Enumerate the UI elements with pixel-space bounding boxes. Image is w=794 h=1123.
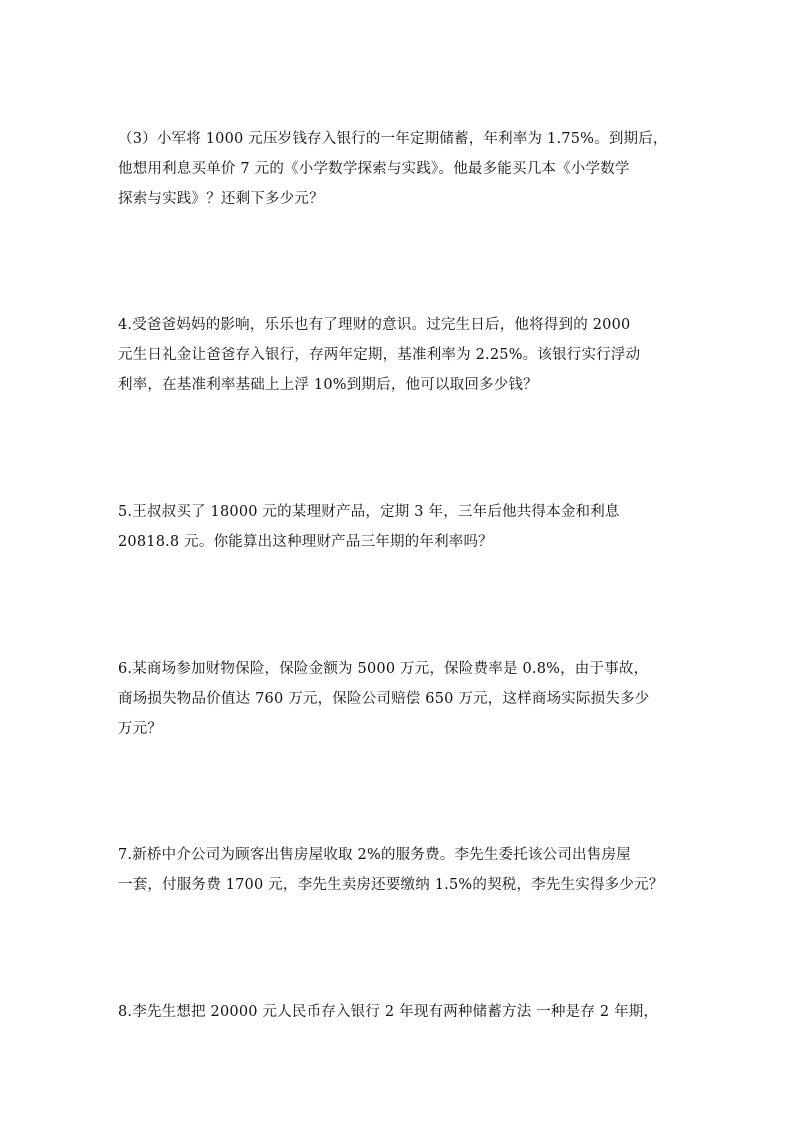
problem-6: [118, 654, 684, 744]
problem-7-line-1: 7.新桥中介公司为顾客出售房屋收取 2%的服务费。李先生委托该公司出售房屋: [118, 847, 631, 863]
problem-5-line-2: 20818.8 元。你能算出这种理财产品三年期的年利率吗？: [118, 534, 493, 550]
problem-4-line-2: 元生日礼金让爸爸存入银行，存两年定期，基准利率为 2.25%。该银行实行浮动: [118, 347, 641, 363]
problem-3-line-1: （3）小军将 1000 元压岁钱存入银行的一年定期储蓄，年利率为 1.75%。到期后，: [118, 131, 668, 147]
problem-4-line-3: 利率，在基准利率基础上上浮 10%到期后，他可以取回多少钱？: [118, 377, 538, 393]
problem-6-line-3: 万元？: [118, 721, 163, 737]
problem-6-line-1: 6.某商场参加财物保险，保险金额为 5000 万元，保险费率是 0.8%，由于事故，: [118, 661, 649, 677]
problem-5-line-1: 5.王叔叔买了 18000 元的某理财产品，定期 3 年，三年后他共得本金和利息: [118, 504, 620, 520]
problem-5: [118, 497, 684, 557]
problem-3-line-2: 他想用利息买单价 7 元的《小学数学探索与实践》。他最多能买几本《小学数学: [118, 161, 630, 177]
problem-8-line-1: 8.李先生想把 20000 元人民币存入银行 2 年现有两种储蓄方法 一种是存 2 年期，: [118, 1004, 659, 1020]
problem-8: [118, 997, 684, 1027]
problem-4-line-1: 4.受爸爸妈妈的影响，乐乐也有了理财的意识。过完生日后，他将得到的 2000: [118, 317, 631, 333]
problem-3: [118, 124, 684, 214]
problem-7: [118, 840, 684, 900]
problem-3-line-3: 探索与实践》？还剩下多少元？: [118, 191, 324, 207]
problem-4: [118, 310, 684, 400]
problem-6-line-2: 商场损失物品价值达 760 万元，保险公司赔偿 650 万元，这样商场实际损失多少: [118, 691, 650, 707]
problem-7-line-2: 一套，付服务费 1700 元，李先生卖房还要缴纳 1.5%的契税，李先生实得多少元？: [118, 877, 664, 893]
